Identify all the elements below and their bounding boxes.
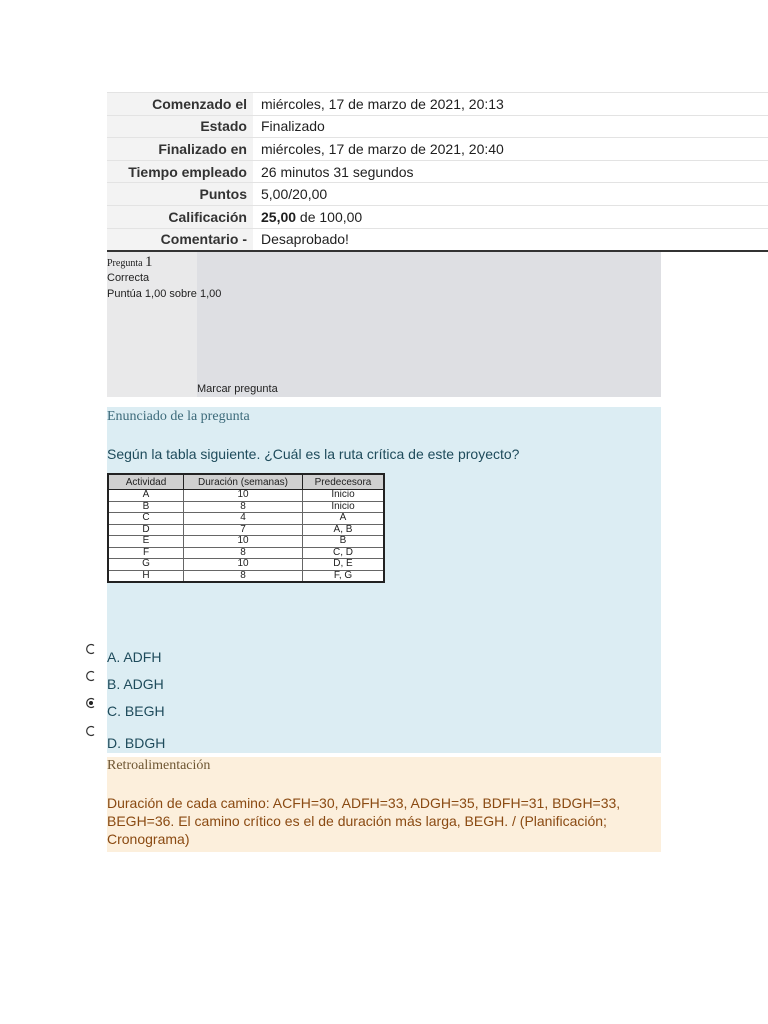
summary-value: Desaprobado! (253, 228, 768, 251)
answer-option-a[interactable]: A. ADFH (107, 649, 162, 665)
question-text: Según la tabla siguiente. ¿Cuál es la ruta crítica de este proyecto? (107, 446, 520, 462)
table-cell: B (303, 536, 385, 548)
table-cell: E (108, 536, 184, 548)
question-state: Correcta (107, 272, 150, 284)
summary-label: Comenzado el (107, 93, 253, 116)
table-cell: A (108, 490, 184, 502)
table-cell: A, B (303, 524, 385, 536)
summary-label: Finalizado en (107, 138, 253, 161)
table-cell: C, D (303, 547, 385, 559)
question-prefix: Pregunta (107, 258, 143, 269)
summary-label: Puntos (107, 183, 253, 206)
table-row (108, 513, 384, 525)
activity-table-header (108, 474, 384, 490)
radio-unchecked-icon (85, 670, 97, 682)
table-row (108, 559, 384, 571)
radio-option-d[interactable] (85, 725, 95, 735)
table-cell: 10 (184, 490, 303, 502)
answer-option-c[interactable]: C. BEGH (107, 703, 165, 719)
summary-row-points (107, 183, 768, 206)
attempt-summary-table (107, 92, 768, 252)
table-cell: 8 (184, 501, 303, 513)
question-number-value: 1 (145, 254, 153, 270)
table-cell: H (108, 570, 184, 582)
grade-out-of: de 100,00 (296, 208, 363, 225)
summary-value: miércoles, 17 de marzo de 2021, 20:13 (253, 93, 768, 116)
table-cell: 10 (184, 559, 303, 571)
summary-label: Comentario - (107, 228, 253, 251)
flag-question-link[interactable]: Marcar pregunta (197, 383, 278, 395)
summary-value: 5,00/20,00 (253, 183, 768, 206)
table-cell: Inicio (303, 501, 385, 513)
summary-value: Finalizado (253, 115, 768, 138)
table-cell: F (108, 547, 184, 559)
summary-label: Calificación (107, 205, 253, 228)
table-row (108, 524, 384, 536)
table-cell: D, E (303, 559, 385, 571)
table-cell: F, G (303, 570, 385, 582)
grade-value: 25,00 (261, 208, 297, 225)
summary-row-started (107, 93, 768, 116)
table-cell: 7 (184, 524, 303, 536)
column-header: Actividad (108, 474, 184, 490)
question-heading: Enunciado de la pregunta (107, 409, 250, 424)
answer-option-d[interactable]: D. BDGH (107, 735, 166, 751)
activity-table (107, 473, 385, 583)
summary-row-finished (107, 138, 768, 161)
summary-row-grade (107, 205, 768, 228)
feedback-panel (107, 757, 661, 852)
radio-option-b[interactable] (85, 670, 95, 680)
table-row (108, 570, 384, 582)
answer-option-b[interactable]: B. ADGH (107, 676, 164, 692)
table-cell: G (108, 559, 184, 571)
table-row (108, 536, 384, 548)
column-header: Predecesora (303, 474, 385, 490)
question-formulation (107, 407, 661, 753)
summary-label: Tiempo empleado (107, 160, 253, 183)
summary-value (253, 205, 768, 228)
table-cell: 4 (184, 513, 303, 525)
column-header: Duración (semanas) (184, 474, 303, 490)
table-cell: C (108, 513, 184, 525)
table-row (108, 547, 384, 559)
summary-row-state (107, 115, 768, 138)
question-number (107, 254, 153, 271)
summary-value: 26 minutos 31 segundos (253, 160, 768, 183)
table-cell: 10 (184, 536, 303, 548)
radio-checked-icon (85, 697, 97, 709)
table-cell: D (108, 524, 184, 536)
question-info-panel (107, 252, 661, 397)
radio-option-a[interactable] (85, 643, 95, 653)
radio-option-c[interactable] (85, 697, 95, 707)
question-grade: Puntúa 1,00 sobre 1,00 (107, 288, 222, 300)
table-cell: A (303, 513, 385, 525)
summary-value: miércoles, 17 de marzo de 2021, 20:40 (253, 138, 768, 161)
radio-unchecked-icon (85, 725, 97, 737)
summary-row-comment (107, 228, 768, 251)
feedback-text: Duración de cada camino: ACFH=30, ADFH=33, ADGH=35, BDFH=31, BDGH=33, BEGH=36. El camino crítico es el de duración más larga, BEGH. / (Planificación; Cronograma) (107, 795, 621, 847)
feedback-heading: Retroalimentación (107, 758, 211, 773)
summary-row-time-taken (107, 160, 768, 183)
table-cell: 8 (184, 570, 303, 582)
table-row (108, 490, 384, 502)
summary-label: Estado (107, 115, 253, 138)
table-cell: B (108, 501, 184, 513)
table-cell: Inicio (303, 490, 385, 502)
table-row (108, 501, 384, 513)
radio-unchecked-icon (85, 643, 97, 655)
table-cell: 8 (184, 547, 303, 559)
